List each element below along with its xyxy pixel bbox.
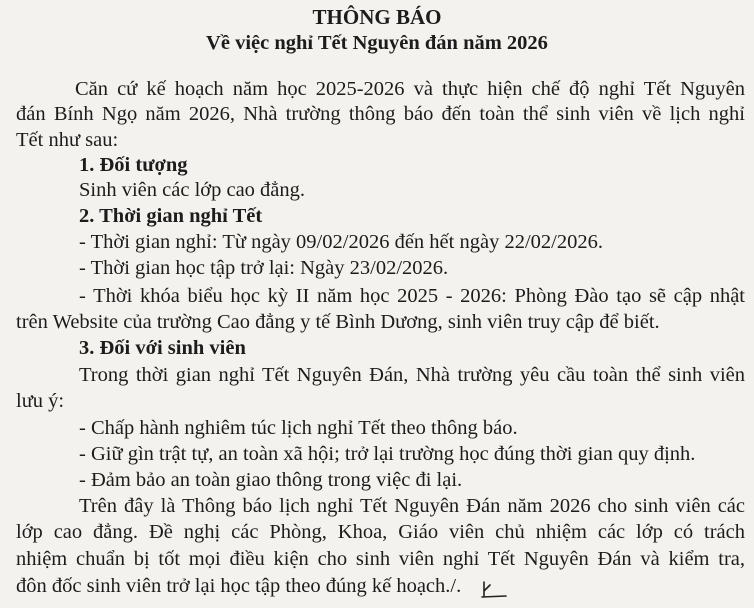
section-3-item-3: - Đảm bảo an toàn giao thông trong việc đi lại. <box>79 469 463 491</box>
document-title: THÔNG BÁO <box>312 5 442 29</box>
intro-line-2: đán Bính Ngọ năm 2026, Nhà trường thông báo đến toàn thể sinh viên về lịch nghỉ <box>16 103 745 125</box>
section-2-item-2: - Thời gian học tập trở lại: Ngày 23/02/2026. <box>79 257 449 279</box>
closing-line-4: đôn đốc sinh viên trở lại học tập theo đúng kế hoạch./. <box>16 575 462 597</box>
intro-line-3: Tết như sau: <box>16 129 119 151</box>
section-3-item-1: - Chấp hành nghiêm túc lịch nghỉ Tết theo thông báo. <box>79 417 518 439</box>
intro-line-1: Căn cứ kế hoạch năm học 2025-2026 và thực hiện chế độ nghỉ Tết Nguyên <box>75 78 745 100</box>
section-2-item-1: - Thời gian nghỉ: Từ ngày 09/02/2026 đến hết ngày 22/02/2026. <box>79 231 603 253</box>
section-1-heading: 1. Đối tượng <box>79 154 188 176</box>
closing-line-2: lớp cao đẳng. Đề nghị các Phòng, Khoa, Giáo viên chủ nhiệm các lớp có trách <box>16 521 745 543</box>
section-3-line-1: Trong thời gian nghỉ Tết Nguyên Đán, Nhà trường yêu cầu toàn thể sinh viên <box>79 364 745 386</box>
section-2-item-3-cont: trên Website của trường Cao đẳng y tế Bình Dương, sinh viên truy cập để biết. <box>16 311 660 333</box>
initial-signature-icon <box>480 579 510 601</box>
section-3-heading: 3. Đối với sinh viên <box>79 337 246 359</box>
section-3-line-2: lưu ý: <box>16 390 65 412</box>
section-2-item-3: - Thời khóa biểu học kỳ II năm học 2025 - 2026: Phòng Đào tạo sẽ cập nhật <box>79 285 745 307</box>
document-subtitle: Về việc nghỉ Tết Nguyên đán năm 2026 <box>206 32 548 54</box>
closing-line-3: nhiệm chuẩn bị tốt mọi điều kiện cho sinh viên nghỉ Tết Nguyên Đán và kiểm tra, <box>16 548 745 570</box>
section-3-item-2: - Giữ gìn trật tự, an toàn xã hội; trở lại trường học đúng thời gian quy định. <box>79 443 696 465</box>
section-2-heading: 2. Thời gian nghỉ Tết <box>79 205 263 227</box>
section-1-text: Sinh viên các lớp cao đẳng. <box>79 179 306 201</box>
closing-line-1: Trên đây là Thông báo lịch nghỉ Tết Nguyên Đán năm 2026 cho sinh viên các <box>79 495 745 517</box>
